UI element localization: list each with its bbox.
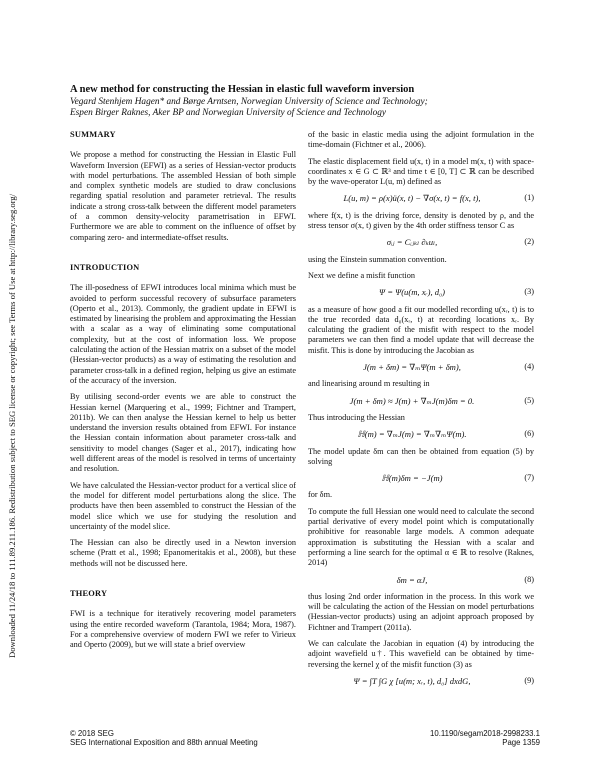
footer-doi: 10.1190/segam2018-2998233.1 bbox=[430, 729, 540, 738]
equation-6 bbox=[308, 429, 534, 439]
equation-8-expression: δm = αJ, bbox=[396, 574, 428, 585]
equation-4-expression: J(m + δm) = ∇ₘΨ(m + δm), bbox=[363, 362, 461, 373]
equation-7-number: (7) bbox=[524, 473, 534, 483]
intro-paragraph-3: We have calculated the Hessian-vector product for a vertical slice of the model for different model perturbations along the slice. The products have then been assembled to construct the Hessian of the model slice which we use for studying the resolution and uncertainty of the model slice. bbox=[70, 480, 296, 531]
equation-6-number: (6) bbox=[524, 429, 534, 439]
equation-2 bbox=[308, 237, 534, 247]
summary-heading: SUMMARY bbox=[70, 130, 116, 139]
equation-5-expression: J(m + δm) ≈ J(m) + ∇ₘJ(m)δm = 0. bbox=[349, 395, 475, 406]
equation-6-expression: ℍ(m) = ∇ₘJ(m) = ∇ₘ∇ₘΨ(m). bbox=[357, 429, 467, 440]
intro-paragraph-2: By utilising second-order events we are able to construct the Hessian kernel (Marquering et al., 1999; Fichtner and Trampert, 2011b). We can then analyse the Hessian kernel to help us better understand the inversion results obtained from EFWI. For instance the Hessian contain information about parameter cross-talk and sensitivity to model changes (Sager et al., 2017), indicating how well different areas of the model is resolved in terms of uncertainty and resolution. bbox=[70, 392, 296, 474]
right-paragraph-7: and linearising around m resulting in bbox=[308, 379, 430, 389]
theory-heading: THEORY bbox=[70, 588, 108, 598]
intro-paragraph-1: The ill-posedness of EFWI introduces local minima which must be avoided to perform successful recovery of subsurface parameters (Operto et al., 2013). Commonly, the gradient update in EFWI is estimated by linearising the problem and approximating the Hessian with a scalar as a way of eliminating some computational complexity, but at the cost of information loss. We propose calculating the action of the Hessian matrix on a subset of the model (Hessian-vector products) as a way of estimating the resolution and parameter cross-talk in a defined region, helping us give an estimate of the accuracy of the inversion. bbox=[70, 283, 296, 385]
right-paragraph-8: Thus introducing the Hessian bbox=[308, 412, 405, 422]
right-paragraph-4: using the Einstein summation convention. bbox=[308, 254, 447, 264]
paper-header bbox=[70, 84, 540, 119]
authors-line-1: Vegard Stenhjem Hagen* and Børge Arntsen, Norwegian University of Science and Technology; bbox=[70, 97, 428, 107]
equation-2-expression: σᵢⱼ = Cᵢⱼₖₗ ∂ₖuₗ, bbox=[386, 237, 438, 248]
left-column bbox=[70, 130, 296, 656]
equation-5 bbox=[308, 396, 534, 406]
right-paragraph-5: Next we define a misfit function bbox=[308, 270, 415, 280]
footer-meeting: SEG International Exposition and 88th annual Meeting bbox=[70, 738, 258, 747]
equation-3-number: (3) bbox=[524, 287, 534, 297]
paper-title: A new method for constructing the Hessian in elastic full waveform inversion bbox=[70, 84, 415, 95]
equation-7 bbox=[308, 473, 534, 483]
equation-9 bbox=[308, 676, 534, 686]
right-paragraph-11: To compute the full Hessian one would need to calculate the second partial derivative of every model point which is computationally prohibitive for reasonable large models. A common adequate approximation is substituting the Hessian with a scalar and performing a line search for the optimal α ∈ ℝ to resolve (Raknes, 2014) bbox=[308, 506, 534, 568]
right-paragraph-9: The model update δm can then be obtained from equation (5) by solving bbox=[308, 446, 534, 466]
right-paragraph-1: of the basic in elastic media using the adjoint formulation in the time-domain (Fichtner et al., 2006). bbox=[308, 130, 534, 150]
right-column bbox=[308, 130, 534, 693]
right-paragraph-10: for δm. bbox=[308, 490, 333, 500]
theory-paragraph-1: FWI is a technique for iteratively recovering model parameters using the entire recorded waveform (Tarantola, 1984; Mora, 1987). For a comprehensive overview of modern FWI we refer to Virieux and Operto (2009), but we will state a brief overview bbox=[70, 609, 296, 650]
equation-8-number: (8) bbox=[524, 574, 534, 584]
equation-1-expression: L(u, m) = ρ(x)ü(x, t) − ∇σ(x, t) = f(x, t), bbox=[343, 193, 481, 204]
equation-7-expression: ℍ(m)δm = −J(m) bbox=[381, 473, 443, 484]
right-paragraph-2: The elastic displacement field u(x, t) in a model m(x, t) with space-coordinates x ∈ G ⊂ ℝ³ and time t ∈ [0, T] ⊂ ℝ can be described by the wave-operator L(u, m) defined as bbox=[308, 156, 534, 187]
summary-paragraph: We propose a method for constructing the Hessian in Elastic Full Waveform Inversion (EFWI) as a series of Hessian-vector products with model perturbations. The assembled Hessian of both simple and complex synthetic models are studied to draw conclusions regarding spatial resolution and parameter retrieval. The results indicate a strong cross-talk between the different model parameters of a common density-velocity parametrisation in EFWI. Furthermore we are able to comment on the influence of offset by comparing zero- and intermediate-offset results. bbox=[70, 150, 296, 242]
right-paragraph-3: where f(x, t) is the driving force, density is denoted by ρ, and the stress tensor σ(x, t) given by the 4th order stiffness tensor C as bbox=[308, 210, 534, 231]
authors-line-2: Espen Birger Raknes, Aker BP and Norwegian University of Science and Technology bbox=[70, 108, 387, 118]
equation-1 bbox=[308, 193, 534, 203]
equation-1-number: (1) bbox=[524, 193, 534, 203]
equation-2-number: (2) bbox=[524, 237, 534, 247]
equation-4-number: (4) bbox=[524, 362, 534, 372]
right-paragraph-13: We can calculate the Jacobian in equation (4) by introducing the adjoint wavefield u†. This wavefield can be obtained by time-reversing the kernel χ of the misfit function (3) as bbox=[308, 638, 534, 669]
equation-3 bbox=[308, 287, 534, 297]
download-notice: Downloaded 11/24/18 to 111.89.211.186. Redistribution subject to SEG license or copyright; see Terms of Use at http://library.seg.org/ bbox=[7, 193, 17, 658]
introduction-heading: INTRODUCTION bbox=[70, 262, 140, 272]
equation-3-expression: Ψ = Ψ(u(m, xᵣ), d₀) bbox=[379, 287, 445, 298]
right-paragraph-12: thus losing 2nd order information in the process. In this work we will be calculating the action of the Hessian on model perturbations (Hessian-vector products) using an adjoint approach proposed by Fichtner and Trampert (2011a). bbox=[308, 591, 534, 632]
right-paragraph-6: as a measure of how good a fit our modelled recording u(xᵣ, t) is to the true recorded data d₀(xᵣ, t) at recording locations xᵣ. By calculating the gradient of the misfit with respect to the model parameters we can then find a model update that will decrease the misfit. This is done by introducing the Jacobian as bbox=[308, 304, 534, 355]
equation-9-number: (9) bbox=[524, 675, 534, 685]
equation-5-number: (5) bbox=[524, 395, 534, 405]
equation-4 bbox=[308, 362, 534, 372]
footer-page-number: Page 1359 bbox=[502, 738, 540, 747]
equation-9-expression: Ψ = ∫T ∫G χ [u(m; xᵣ, t), d₀] dxdG, bbox=[353, 675, 471, 686]
footer-copyright: © 2018 SEG bbox=[70, 729, 114, 738]
intro-paragraph-4: The Hessian can also be directly used in a Newton inversion scheme (Pratt et al., 1998; Epanomeritakis et al., 2008), but these methods will not be discussed here. bbox=[70, 538, 296, 568]
equation-8 bbox=[308, 575, 534, 585]
